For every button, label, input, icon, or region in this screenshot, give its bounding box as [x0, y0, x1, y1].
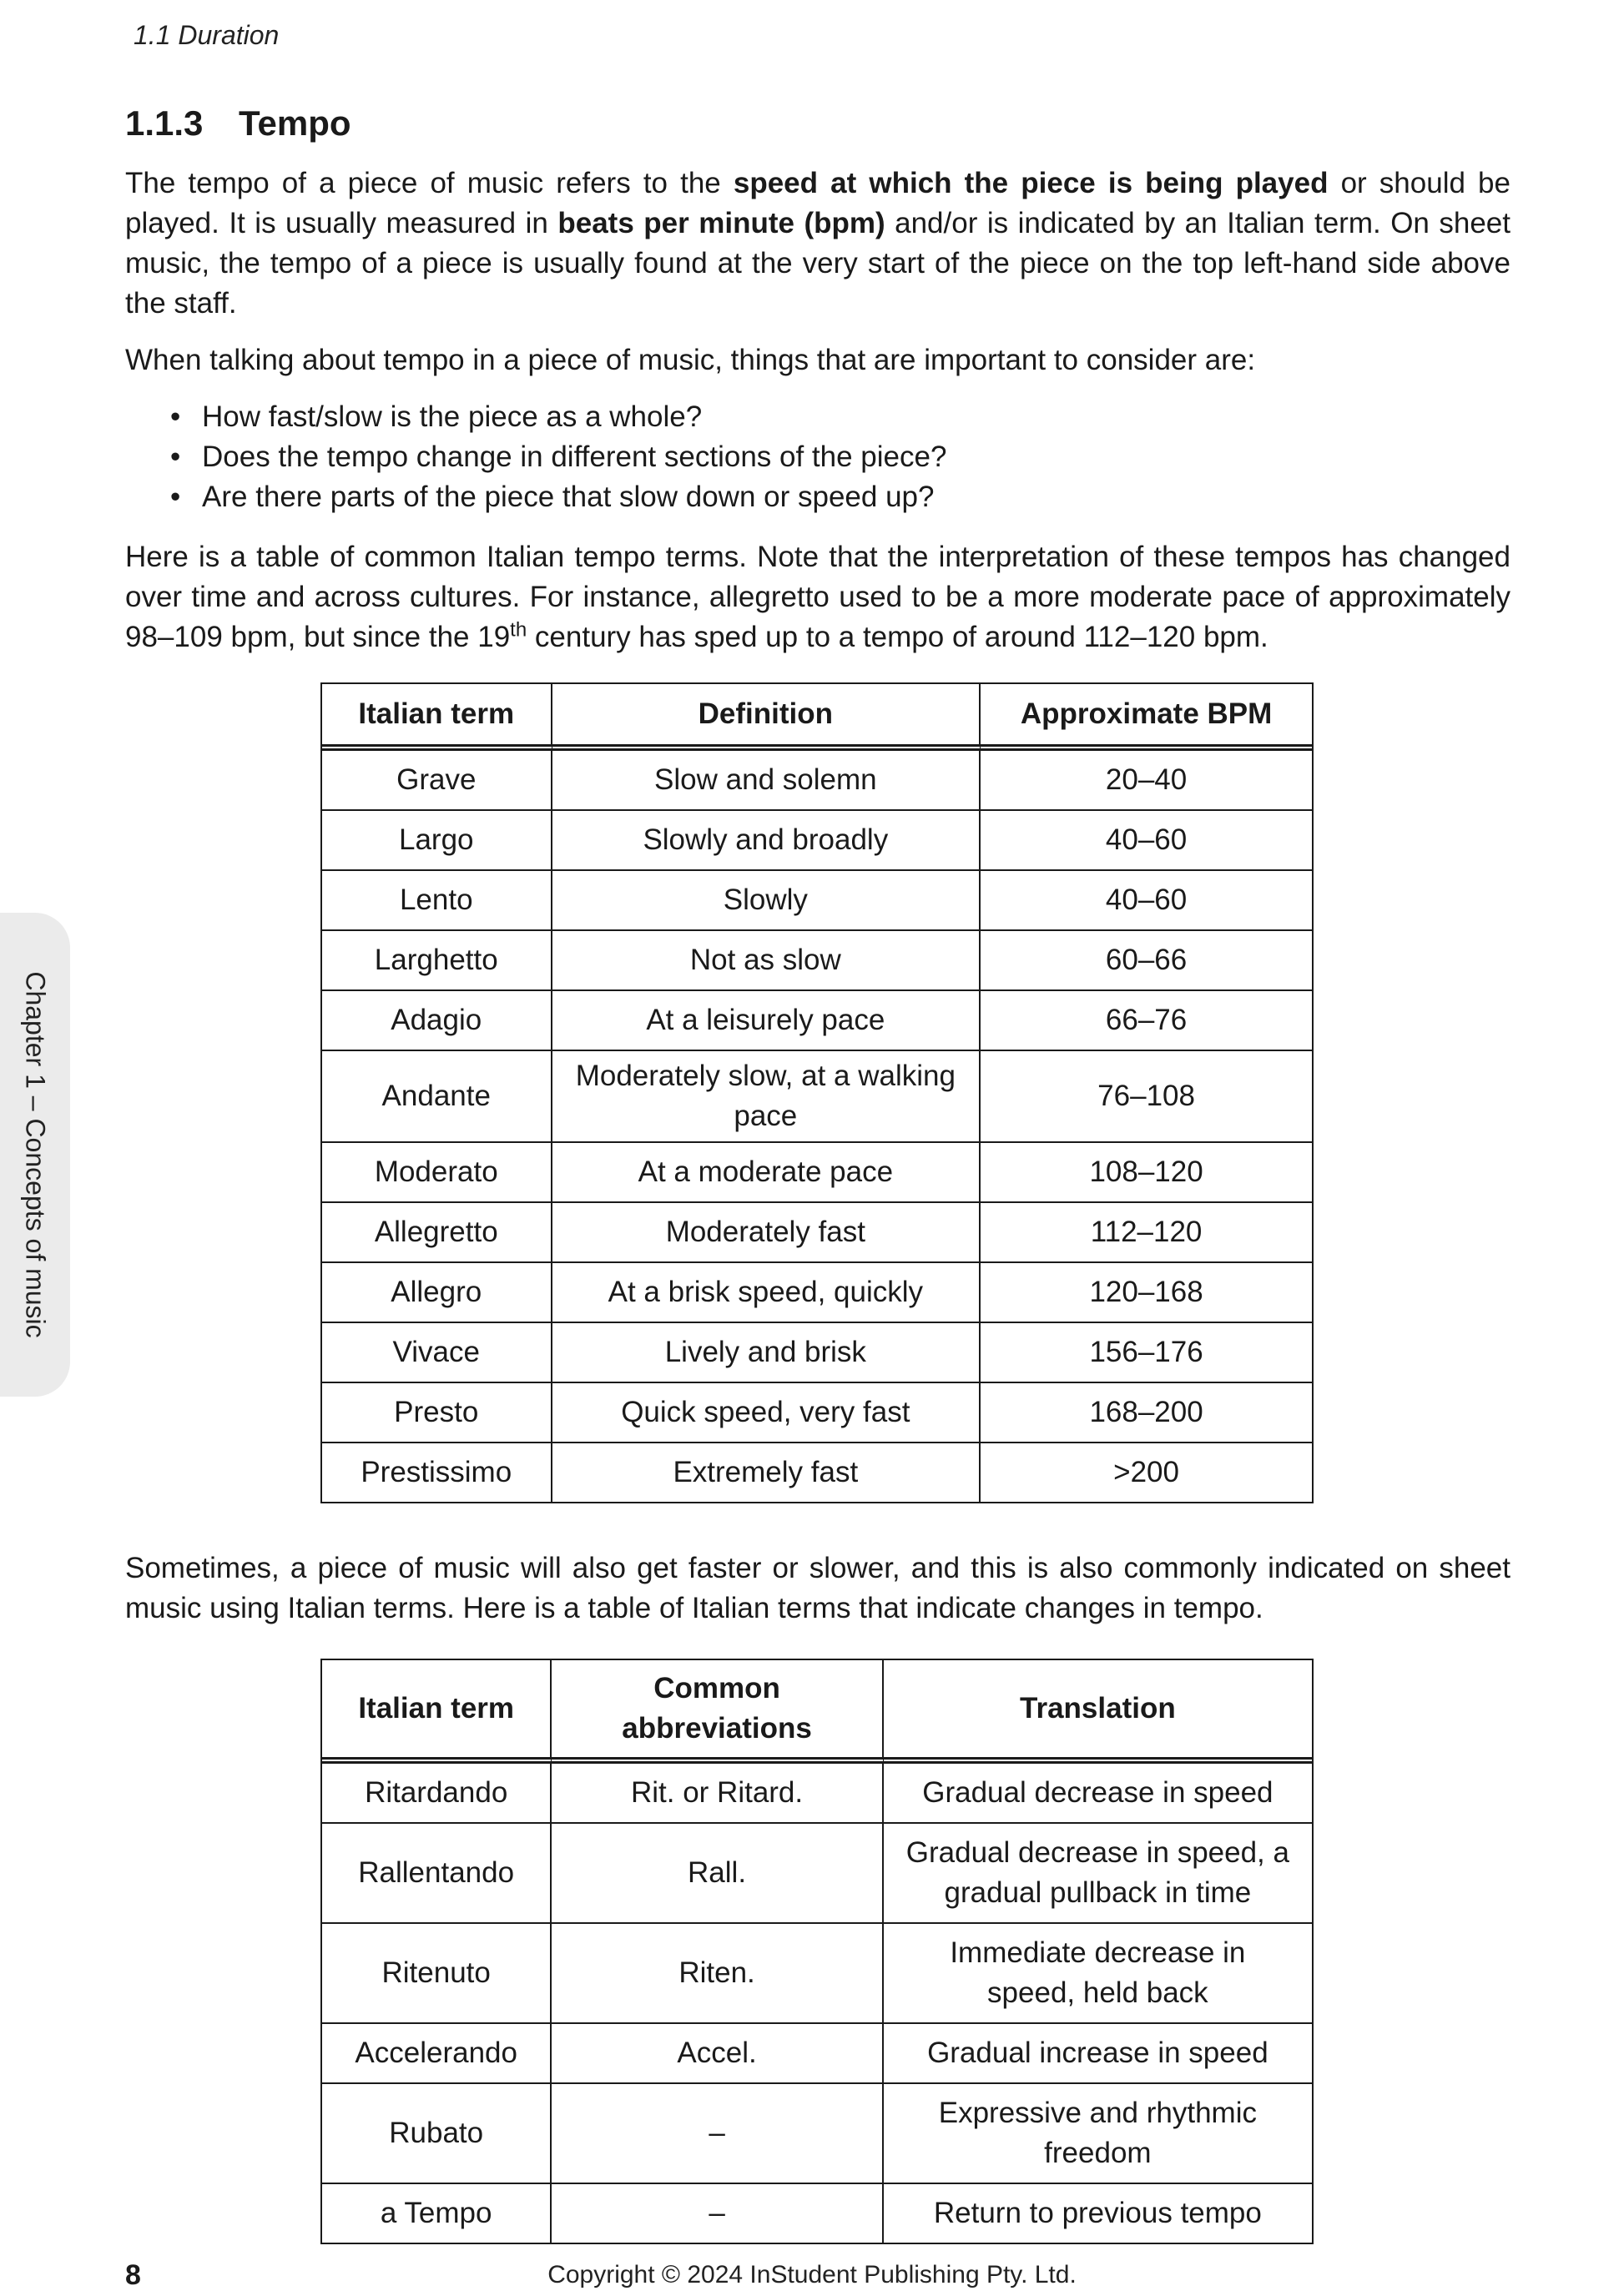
list-item: • Are there parts of the piece that slow down or speed up? [162, 477, 1511, 517]
table-row [322, 811, 1312, 871]
table-row [322, 2024, 1312, 2084]
table-cell: 112–120 [981, 1203, 1312, 1263]
column-header: Translation [884, 1660, 1312, 1764]
table-cell: Gradual decrease in speed [884, 1764, 1312, 1824]
table-row [322, 871, 1312, 931]
table-cell: Rubato [322, 2084, 552, 2184]
text-run: and/or is indicated by an Italian term. On sheet music, the tempo of a piece is usually found at the very start of the piece on the top left-hand side above the staff. [125, 207, 1511, 320]
section-title: Tempo [239, 103, 351, 143]
list-item: • Does the tempo change in different sections of the piece? [162, 437, 1511, 477]
table-cell: At a leisurely pace [552, 991, 981, 1051]
table-cell: 120–168 [981, 1263, 1312, 1323]
table-cell: 168–200 [981, 1383, 1312, 1443]
table-cell: Slow and solemn [552, 751, 981, 811]
table-cell: Prestissimo [322, 1443, 552, 1502]
running-head: 1.1 Duration [134, 20, 280, 50]
table-cell: Allegro [322, 1263, 552, 1323]
table-cell: Presto [322, 1383, 552, 1443]
table-cell: Andante [322, 1051, 552, 1143]
table-cell: 20–40 [981, 751, 1312, 811]
column-header: Definition [552, 684, 981, 751]
table-cell: Extremely fast [552, 1443, 981, 1502]
page-number: 8 [125, 2259, 141, 2291]
table-cell: a Tempo [322, 2184, 552, 2243]
table-cell: Ritenuto [322, 1924, 552, 2024]
table-row [322, 1764, 1312, 1824]
table-row [322, 1924, 1312, 2024]
section-heading [125, 103, 1511, 144]
table-cell: Expressive and rhythmic freedom [884, 2084, 1312, 2184]
table-cell: Return to previous tempo [933, 2197, 1262, 2229]
table-row [322, 931, 1312, 991]
text-run: Here is a table of common Italian tempo terms. Note that the interpretation of these tempos has changed over time and across cultures. For instance, allegretto used to be a more moderate pace of approximately 98–109 bpm, but since the 19 [125, 541, 1511, 653]
table-row [322, 1203, 1312, 1263]
table-cell: Moderately slow, at a walking pace [552, 1051, 981, 1143]
section-number: 1.1.3 [125, 103, 204, 143]
table-cell: 40–60 [981, 811, 1312, 871]
table-cell: 60–66 [981, 931, 1312, 991]
tempo-change-paragraph: Sometimes, a piece of music will also get faster or slower, and this is also commonly indicated on sheet music using Italian terms. Here is a table of Italian terms that indicate changes in tempo. [125, 1552, 1511, 1624]
table-cell: – [552, 2184, 883, 2243]
table-cell: Allegretto [322, 1203, 552, 1263]
table-cell: >200 [1113, 1456, 1179, 1488]
table-cell: Rall. [552, 1824, 883, 1924]
table-cell: Vivace [322, 1323, 552, 1383]
intro-paragraph [125, 164, 1511, 324]
table-cell: Gradual increase in speed [884, 2024, 1312, 2084]
table-cell: Ritardando [322, 1764, 552, 1824]
table-cell: Immediate decrease in speed, held back [884, 1924, 1312, 2024]
table-cell: 108–120 [981, 1143, 1312, 1203]
table-row [322, 1824, 1312, 1924]
table-cell: 76–108 [981, 1051, 1312, 1143]
table-cell: Rallentando [322, 1824, 552, 1924]
table-header-row [322, 1660, 1312, 1764]
text-run: or should be played. It is usually measured in [125, 167, 1511, 239]
table-row [322, 1323, 1312, 1383]
table-cell: Slowly [552, 871, 981, 931]
table-row [322, 1263, 1312, 1323]
table-cell: 40–60 [981, 871, 1312, 931]
superscript: th [510, 618, 527, 642]
chapter-side-tab-label: Chapter 1 – Concepts of music [20, 971, 51, 1338]
page-content [125, 103, 1511, 2244]
table-row [322, 1051, 1312, 1143]
table-cell: Accelerando [322, 2024, 552, 2084]
table-cell: Riten. [552, 1924, 883, 2024]
table-cell: – [552, 2084, 883, 2184]
table-row [322, 2084, 1312, 2184]
table-cell: Adagio [322, 991, 552, 1051]
text-run: The tempo of a piece of music refers to the [125, 167, 734, 199]
tempo-terms-table [320, 682, 1314, 1503]
table-cell: Grave [322, 751, 552, 811]
table-cell: At a brisk speed, quickly [552, 1263, 981, 1323]
table-row [322, 1383, 1312, 1443]
table-cell: Lively and brisk [552, 1323, 981, 1383]
column-header: Italian term [322, 1660, 552, 1764]
table-cell: Not as slow [552, 931, 981, 991]
table-cell: Moderato [322, 1143, 552, 1203]
table-cell: Slowly and broadly [552, 811, 981, 871]
chapter-side-tab [0, 913, 70, 1397]
copyright-notice: Copyright © 2024 InStudent Publishing Pty. Ltd. [547, 2261, 1077, 2288]
table-intro-paragraph [125, 537, 1511, 657]
table-row [322, 1143, 1312, 1203]
column-header: Approximate BPM [981, 684, 1312, 751]
text-run: century has sped up to a tempo of around 112–120 bpm. [527, 621, 1268, 653]
table-cell: 66–76 [981, 991, 1312, 1051]
column-header: Common abbreviations [552, 1660, 883, 1764]
table-row [322, 1443, 1312, 1502]
table-row [322, 991, 1312, 1051]
bold-phrase: speed at which the piece is being played [733, 167, 1329, 199]
table-cell: Gradual decrease in speed, a gradual pullback in time [884, 1824, 1312, 1924]
table-cell: Moderately fast [552, 1203, 981, 1263]
bold-phrase: beats per minute (bpm) [557, 207, 885, 239]
list-item: • How fast/slow is the piece as a whole? [162, 397, 1511, 437]
table-cell: Accel. [552, 2024, 883, 2084]
table-cell: Largo [322, 811, 552, 871]
table-header-row [322, 684, 1312, 751]
table-cell: Lento [322, 871, 552, 931]
considerations-list [125, 397, 1511, 517]
table-cell: Rit. or Ritard. [552, 1764, 883, 1824]
column-header: Italian term [322, 684, 552, 751]
table-row [322, 2184, 1312, 2243]
considerations-paragraph: When talking about tempo in a piece of music, things that are important to consider are: [125, 344, 1256, 376]
table-cell: At a moderate pace [552, 1143, 981, 1203]
table-cell: Larghetto [322, 931, 552, 991]
table-cell: Quick speed, very fast [552, 1383, 981, 1443]
table-row [322, 751, 1312, 811]
tempo-change-table [320, 1659, 1314, 2244]
table-cell: 156–176 [981, 1323, 1312, 1383]
